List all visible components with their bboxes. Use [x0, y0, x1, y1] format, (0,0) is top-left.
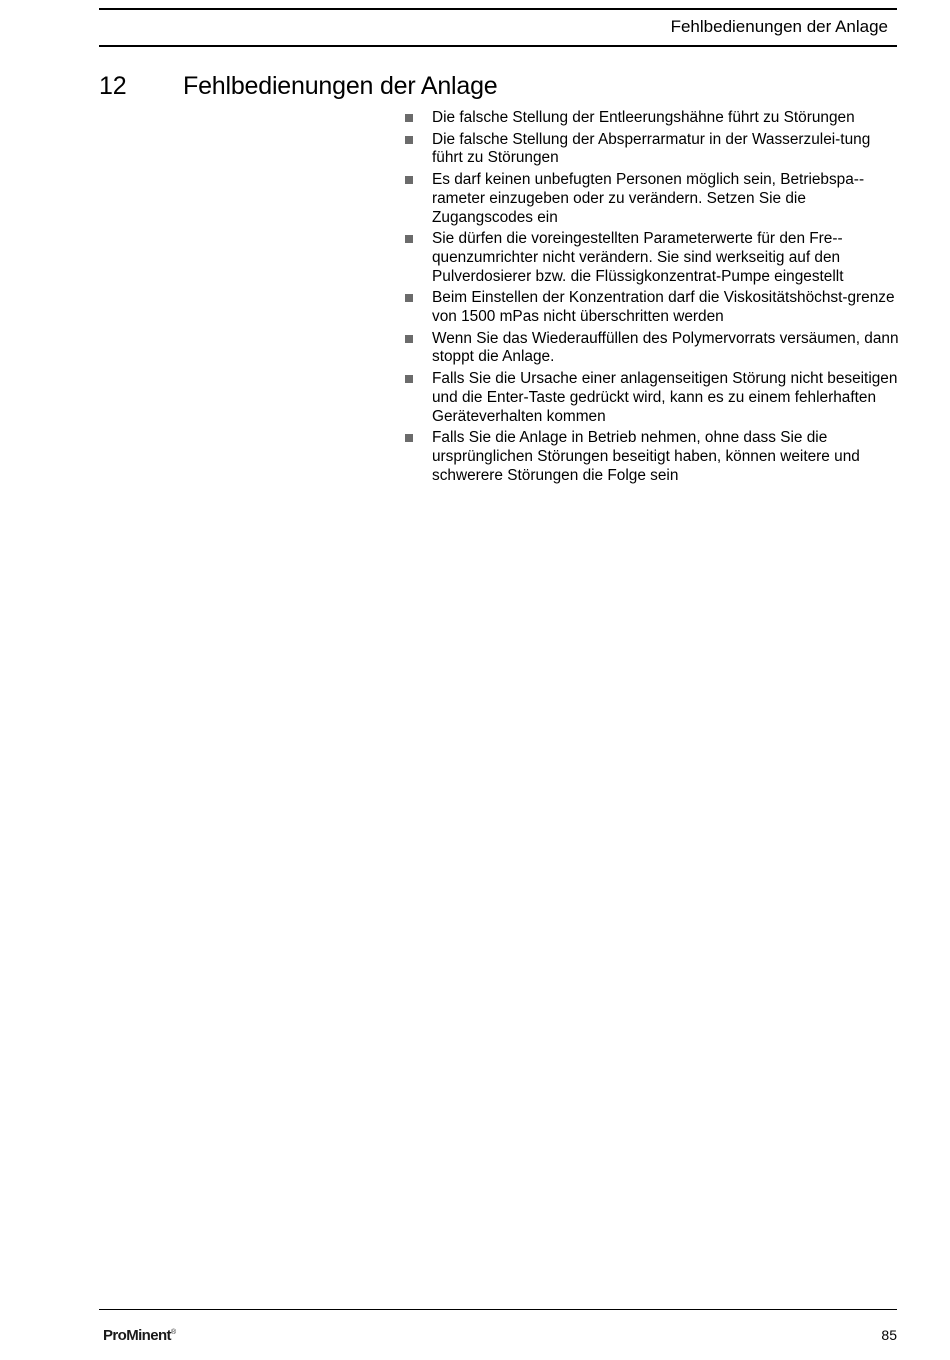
list-item-text: Beim Einstellen der Konzentration darf die Viskositätshöchst-grenze von 1500 mPas nicht überschritten werden [432, 289, 895, 326]
chapter-heading [99, 70, 498, 102]
registered-mark: ® [170, 1329, 176, 1336]
list-item [404, 171, 904, 227]
list-item-text: Sie dürfen die voreingestellten Parameterwerte für den Fre-quenzumrichter nicht verändern. Sie sind werkseitig auf den Pulverdosierer bzw. die Flüssigkonzentrat-Pumpe eingestellt [432, 230, 844, 285]
list-item-text: Falls Sie die Ursache einer anlagenseitigen Störung nicht beseitigen und die Enter-Taste gedrückt wird, kann es zu einem fehlerhaften Geräteverhalten kommen [432, 370, 898, 425]
bullet-square-icon [405, 434, 413, 442]
prominent-logo [103, 1327, 176, 1344]
list-item-text: Die falsche Stellung der Absperrarmatur in der Wasserzulei-tung führt zu Störungen [432, 130, 871, 167]
logo-text: ProMinent [103, 1327, 171, 1344]
chapter-number: 12 [99, 72, 127, 100]
bullet-list [404, 109, 904, 488]
footer-rule [99, 1309, 897, 1310]
list-item-text: Falls Sie die Anlage in Betrieb nehmen, ohne dass Sie die ursprünglichen Störungen beseitigt haben, können weitere und schwerere Störungen die Folge sein [432, 429, 860, 484]
list-item [404, 131, 904, 168]
list-item-text: Die falsche Stellung der Entleerungshähne führt zu Störungen [432, 109, 855, 126]
bullet-square-icon [405, 114, 413, 122]
list-item [404, 230, 904, 286]
list-item [404, 429, 904, 485]
bullet-square-icon [405, 294, 413, 302]
top-rule [99, 8, 897, 10]
bullet-square-icon [405, 235, 413, 243]
list-item-text: Wenn Sie das Wiederauffüllen des Polymervorrats versäumen, dann stoppt die Anlage. [432, 329, 899, 366]
bullet-square-icon [405, 136, 413, 144]
bullet-square-icon [405, 335, 413, 343]
bullet-square-icon [405, 176, 413, 184]
list-item [404, 370, 904, 426]
header-rule [99, 45, 897, 47]
chapter-title: Fehlbedienungen der Anlage [183, 72, 498, 100]
bullet-square-icon [405, 375, 413, 383]
page-number: 85 [881, 1327, 897, 1343]
list-item-text: Es darf keinen unbefugten Personen möglich sein, Betriebspa-rameter einzugeben oder zu verändern. Setzen Sie die Zugangscodes ein [432, 171, 865, 226]
list-item [404, 289, 904, 326]
list-item [404, 109, 904, 128]
running-header: Fehlbedienungen der Anlage [670, 17, 888, 36]
list-item [404, 330, 904, 367]
